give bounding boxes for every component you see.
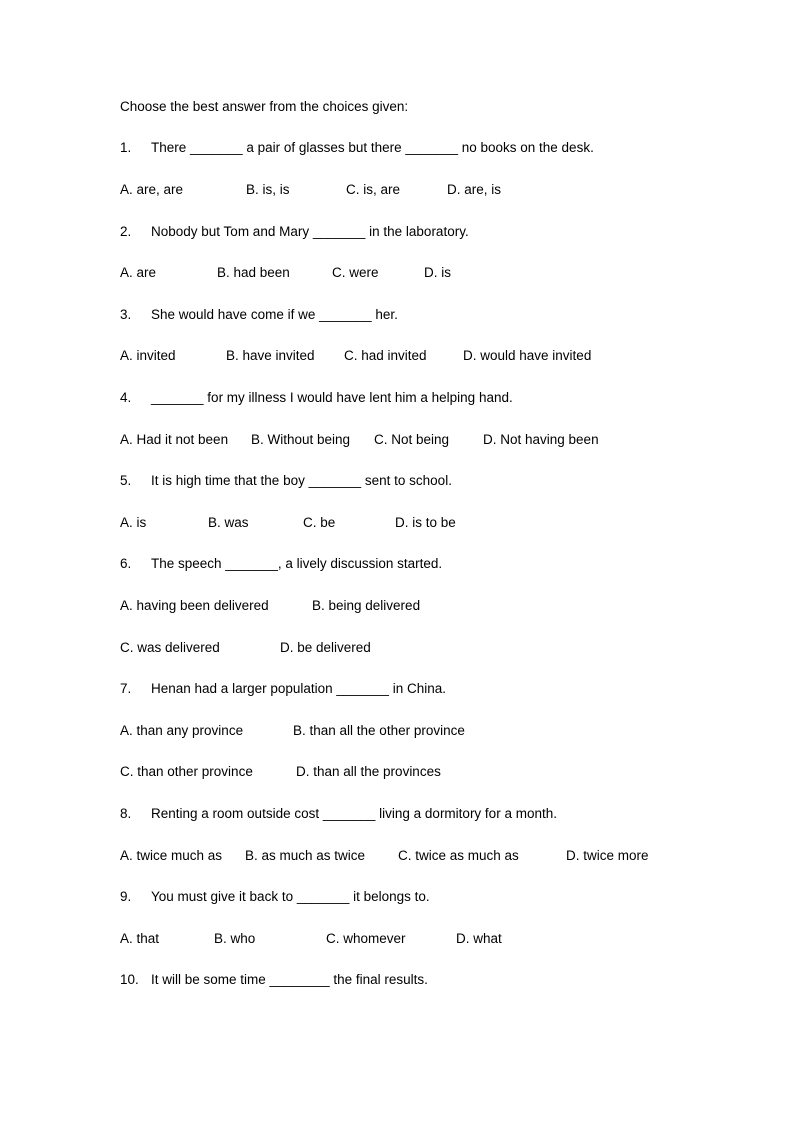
option-c: C. Not being	[374, 432, 450, 447]
option-c: C. was delivered	[120, 640, 220, 655]
question-text: It will be some time ________ the final results.	[151, 972, 428, 987]
option-b: B. was	[208, 515, 249, 530]
option-c: C. twice as much as	[398, 848, 519, 863]
question-number: 10.	[120, 972, 139, 987]
option-d: D. would have invited	[463, 348, 592, 363]
question-number: 5.	[120, 473, 132, 488]
question-number: 3.	[120, 307, 132, 322]
option-c: C. were	[332, 265, 379, 280]
question-number: 4.	[120, 390, 132, 405]
option-b: B. is, is	[246, 182, 290, 197]
option-d: D. be delivered	[280, 640, 371, 655]
option-b: B. than all the other province	[293, 723, 465, 738]
option-b: B. being delivered	[312, 598, 421, 613]
option-a: A. having been delivered	[120, 598, 269, 613]
option-c: C. whomever	[326, 931, 406, 946]
option-a: A. than any province	[120, 723, 244, 738]
question-number: 6.	[120, 556, 132, 571]
question-text: The speech _______, a lively discussion started.	[151, 556, 443, 571]
question-text: You must give it back to _______ it belongs to.	[151, 889, 430, 904]
option-c: C. be	[303, 515, 336, 530]
option-b: B. have invited	[226, 348, 315, 363]
question-number: 7.	[120, 681, 132, 696]
option-c: C. had invited	[344, 348, 427, 363]
option-b: B. as much as twice	[245, 848, 366, 863]
option-a: A. are	[120, 265, 157, 280]
instruction: Choose the best answer from the choices given:	[120, 99, 409, 114]
option-c: C. than other province	[120, 764, 253, 779]
option-b: B. had been	[217, 265, 290, 280]
question-text: _______ for my illness I would have lent him a helping hand.	[151, 390, 513, 405]
question-text: Renting a room outside cost _______ living a dormitory for a month.	[151, 806, 557, 821]
question-text: She would have come if we _______ her.	[151, 307, 398, 322]
option-a: A. are, are	[120, 182, 184, 197]
option-a: A. is	[120, 515, 147, 530]
question-text: It is high time that the boy _______ sent to school.	[151, 473, 452, 488]
option-d: D. are, is	[447, 182, 502, 197]
option-d: D. is	[424, 265, 451, 280]
option-d: D. is to be	[395, 515, 456, 530]
question-number: 8.	[120, 806, 132, 821]
option-c: C. is, are	[346, 182, 401, 197]
option-a: A. that	[120, 931, 160, 946]
option-d: D. twice more	[566, 848, 649, 863]
question-number: 1.	[120, 140, 132, 155]
question-text: Henan had a larger population _______ in China.	[151, 681, 446, 696]
option-a: A. twice much as	[120, 848, 223, 863]
question-text: There _______ a pair of glasses but there _______ no books on the desk.	[151, 140, 594, 155]
question-number: 9.	[120, 889, 132, 904]
option-a: A. invited	[120, 348, 176, 363]
option-d: D. Not having been	[483, 432, 599, 447]
option-d: D. what	[456, 931, 502, 946]
option-a: A. Had it not been	[120, 432, 229, 447]
option-b: B. Without being	[251, 432, 351, 447]
option-d: D. than all the provinces	[296, 764, 441, 779]
option-b: B. who	[214, 931, 256, 946]
question-text: Nobody but Tom and Mary _______ in the laboratory.	[151, 224, 469, 239]
question-number: 2.	[120, 224, 132, 239]
